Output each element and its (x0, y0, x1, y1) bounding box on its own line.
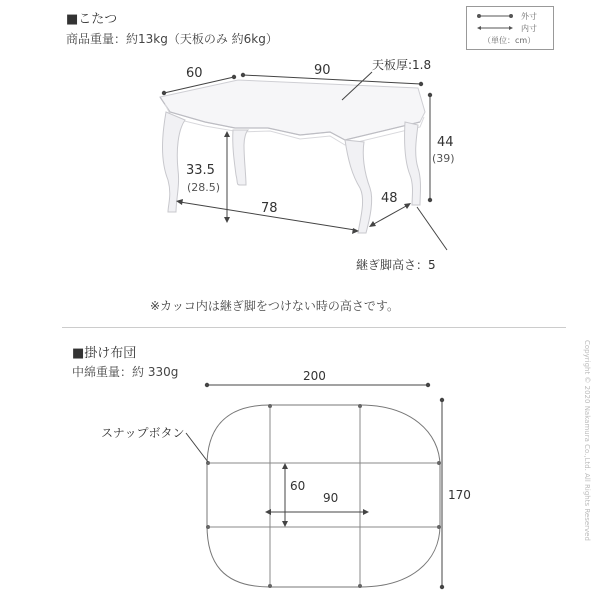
legend-inner-label: 内寸 (521, 24, 537, 33)
dim-under-height-inner-label: (28.5) (187, 181, 221, 194)
copyright-text: Copyright © 2020 Nakamura Co.,Ltd. All Rights Reserved (583, 340, 591, 541)
dim-width-label: 90 (314, 63, 331, 78)
futon-width-label: 200 (303, 369, 326, 383)
dim-height-inner-label: (39) (432, 152, 455, 165)
snap-button-label: スナップボタン (101, 426, 185, 440)
snap-pointer (186, 433, 208, 462)
futon-inner-width-label: 90 (323, 491, 339, 505)
dim-inner-width-label: 78 (261, 201, 278, 216)
extension-leg-label: 継ぎ脚高さ：5 (356, 258, 436, 272)
legend-outer-label: 外寸 (521, 12, 537, 21)
kotatsu-weight: 商品重量：約13kg（天板のみ 約6kg） (66, 32, 278, 46)
futon-width-line (205, 383, 430, 387)
kotatsu-title: ■こたつ (66, 12, 118, 27)
dim-under-height-label: 33.5 (186, 163, 215, 178)
legend-unit-label: （単位：cm） (483, 36, 536, 45)
dim-height-label: 44 (437, 135, 454, 150)
dim-depth-label: 60 (186, 66, 203, 81)
dim-inner-depth-label: 48 (381, 191, 398, 206)
futon-height-label: 170 (448, 488, 471, 502)
top-thickness-label: 天板厚:1.8 (372, 58, 432, 72)
kotatsu-note: ※カッコ内は継ぎ脚をつけない時の高さです。 (150, 299, 399, 313)
futon-inner-height-label: 60 (290, 479, 306, 493)
futon-title: ■掛け布団 (72, 346, 137, 361)
futon-weight: 中綿重量：約 330g (72, 365, 179, 379)
